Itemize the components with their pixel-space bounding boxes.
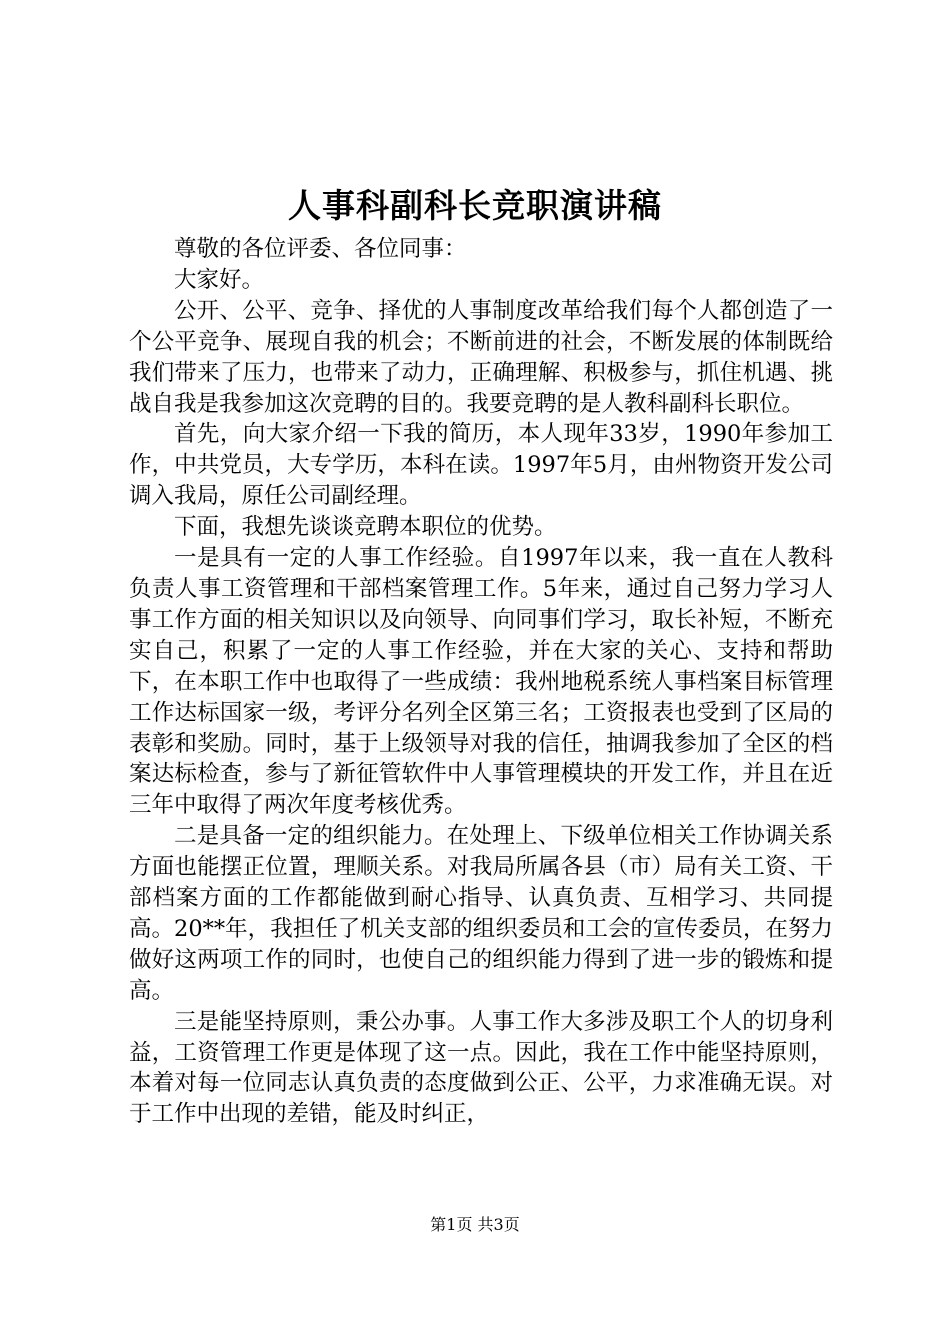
resume-paragraph: 首先，向大家介绍一下我的简历，本人现年33岁，1990年参加工作，中共党员，大专学历，本科在读。1997年5月，由州物资开发公司调入我局，原任公司副经理。 bbox=[129, 421, 833, 510]
document-body bbox=[129, 234, 833, 1130]
intro-paragraph: 公开、公平、竞争、择优的人事制度改革给我们每个人都创造了一个公平竞争、展现自我的机会；不断前进的社会，不断发展的体制既给我们带来了压力，也带来了动力，正确理解、积极参与，抓住机遇、挑战自我是我参加这次竞聘的目的。我要竞聘的是人教科副科长职位。 bbox=[129, 297, 833, 417]
advantage-three-paragraph: 三是能坚持原则，秉公办事。人事工作大多涉及职工个人的切身利益，工资管理工作更是体现了这一点。因此，我在工作中能坚持原则，本着对每一位同志认真负责的态度做到公正、公平，力求准确无误。对于工作中出现的差错，能及时纠正， bbox=[129, 1008, 833, 1128]
advantage-one-paragraph: 一是具有一定的人事工作经验。自1997年以来，我一直在人教科负责人事工资管理和干部档案管理工作。5年来，通过自己努力学习人事工作方面的相关知识以及向领导、向同事们学习，取长补短，不断充实自己，积累了一定的人事工作经验，并在大家的关心、支持和帮助下，在本职工作中也取得了一些成绩：我州地税系统人事档案目标管理工作达标国家一级，考评分名列全区第三名；工资报表也受到了区局的表彰和奖励。同时，基于上级领导对我的信任，抽调我参加了全区的档案达标检查，参与了新征管软件中人事管理模块的开发工作，并且在近三年中取得了两次年度考核优秀。 bbox=[129, 545, 833, 819]
advantage-two-paragraph: 二是具备一定的组织能力。在处理上、下级单位相关工作协调关系方面也能摆正位置，理顺关系。对我局所属各县（市）局有关工资、干部档案方面的工作都能做到耐心指导、认真负责、互相学习、共同提高。20**年，我担任了机关支部的组织委员和工会的宣传委员，在努力做好这两项工作的同时，也使自己的组织能力得到了进一步的锻炼和提高。 bbox=[129, 823, 833, 1004]
document-title: 人事科副科长竞职演讲稿 bbox=[288, 186, 662, 225]
salutation-paragraph: 尊敬的各位评委、各位同事： bbox=[174, 236, 467, 262]
advantages-lead-paragraph: 下面，我想先谈谈竞聘本职位的优势。 bbox=[174, 514, 557, 541]
greeting-paragraph: 大家好。 bbox=[174, 266, 265, 293]
page-number-footer: 第1页 共3页 bbox=[430, 1215, 520, 1234]
